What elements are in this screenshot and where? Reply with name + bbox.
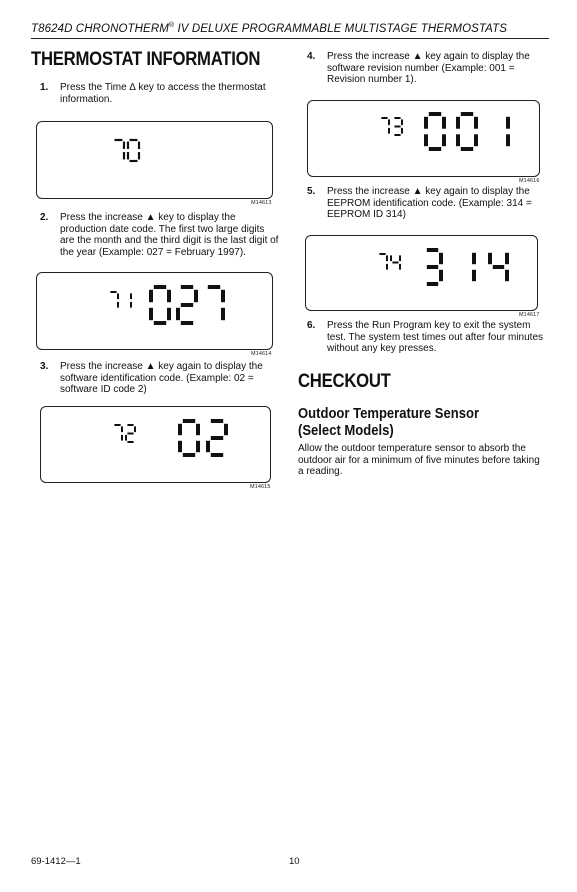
lcd-display-71-027 [36, 272, 273, 350]
outdoor-sensor-heading-line2: (Select Models) [298, 423, 394, 439]
step-text: Press the increase ▲ key to display the production date code. The first two large digits are the month and the third digit is the last digit of the year (Example: 027 = February 1997). [60, 212, 279, 258]
step-5 [307, 186, 539, 221]
step-text: Press the Run Program key to exit the system test. The system test times out after four minutes without any key presses. [327, 320, 544, 354]
lcd-digits [37, 122, 272, 198]
checkout-heading: CHECKOUT [298, 371, 391, 392]
step-number: 4. [307, 51, 316, 62]
header-title: T8624D CHRONOTHERM [31, 22, 169, 35]
lcd-display-72-02 [40, 406, 271, 483]
step-number: 1. [40, 82, 49, 93]
step-4 [307, 51, 547, 86]
outdoor-sensor-heading-line1: Outdoor Temperature Sensor [298, 406, 480, 422]
step-1 [40, 82, 272, 105]
step-text: Press the increase ▲ key again to display the software identification code. (Example: 02 = software ID code 2) [60, 361, 263, 395]
lcd-display-74-314 [305, 235, 538, 311]
registered-mark: ® [168, 22, 175, 29]
step-2 [40, 212, 280, 258]
step-number: 6. [307, 320, 316, 331]
step-text: Press the Time ∆ key to access the thermostat information. [60, 82, 266, 105]
running-header [31, 22, 549, 39]
page-number: 10 [289, 856, 300, 867]
figure-label: M14613 [251, 200, 272, 206]
lcd-digits [306, 236, 537, 310]
step-6 [307, 320, 547, 355]
figure-label: M14616 [519, 178, 540, 184]
step-number: 3. [40, 361, 49, 372]
figure-label: M14617 [519, 312, 540, 318]
lcd-display-70 [36, 121, 273, 199]
thermostat-information-heading: THERMOSTAT INFORMATION [31, 49, 261, 70]
step-number: 2. [40, 212, 49, 223]
step-3 [40, 361, 280, 396]
lcd-digits [41, 407, 270, 482]
lcd-digits [308, 101, 539, 176]
header-title-rest: IV DELUXE PROGRAMMABLE MULTISTAGE THERMOSTATS [174, 22, 507, 35]
figure-label: M14615 [250, 484, 271, 490]
step-text: Press the increase ▲ key again to display the software revision number (Example: 001 = Revision number 1). [327, 51, 530, 85]
outdoor-sensor-heading [298, 406, 479, 440]
document-number: 69-1412—1 [31, 856, 81, 867]
lcd-digits [37, 273, 272, 349]
lcd-display-73-001 [307, 100, 540, 177]
step-number: 5. [307, 186, 316, 197]
step-text: Press the increase ▲ key again to display the EEPROM identification code. (Example: 314 = EEPROM ID 314) [327, 186, 532, 220]
outdoor-sensor-paragraph: Allow the outdoor temperature sensor to absorb the outdoor air for a minimum of five minutes before taking a reading. [298, 443, 540, 477]
figure-label: M14614 [251, 351, 272, 357]
